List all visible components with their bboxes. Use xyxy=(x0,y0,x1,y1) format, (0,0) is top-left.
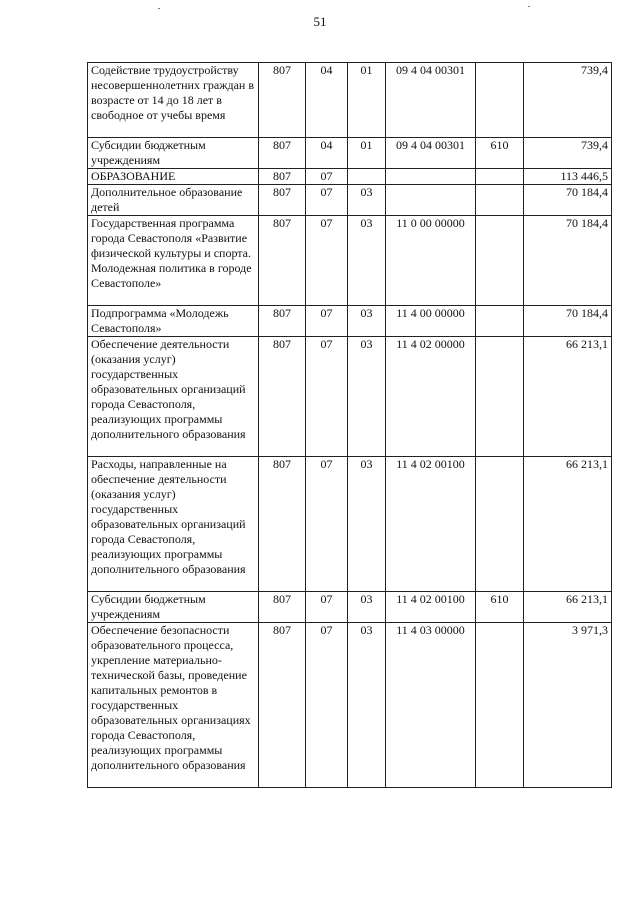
section-code: 04 xyxy=(306,63,348,138)
expense-type-code xyxy=(476,63,524,138)
budget-table xyxy=(87,62,612,788)
amount: 3 971,3 xyxy=(524,623,612,788)
target-article-code: 11 4 03 00000 xyxy=(386,623,476,788)
subsection-code: 03 xyxy=(348,216,386,306)
section-code: 07 xyxy=(306,337,348,457)
target-article-code: 11 4 02 00100 xyxy=(386,457,476,592)
section-code: 07 xyxy=(306,306,348,337)
target-article-code: 11 0 00 00000 xyxy=(386,216,476,306)
target-article-code: 09 4 04 00301 xyxy=(386,63,476,138)
section-code: 07 xyxy=(306,185,348,216)
expense-name: Субсидии бюджетным учреждениям xyxy=(88,138,259,169)
amount: 739,4 xyxy=(524,63,612,138)
ministry-code: 807 xyxy=(259,216,306,306)
section-code: 07 xyxy=(306,169,348,185)
target-article-code: 11 4 02 00000 xyxy=(386,337,476,457)
subsection-code: 03 xyxy=(348,337,386,457)
amount: 66 213,1 xyxy=(524,457,612,592)
ministry-code: 807 xyxy=(259,306,306,337)
subsection-code xyxy=(348,169,386,185)
expense-name: Обеспечение безопасности образовательного процесса, укрепление материально-технической базы, проведение капитальных ремонтов в государственных образовательных организациях города Севастополя, реализующих программы дополнительного образования xyxy=(88,623,259,788)
amount: 70 184,4 xyxy=(524,185,612,216)
table-row xyxy=(88,457,612,592)
expense-type-code xyxy=(476,216,524,306)
amount: 113 446,5 xyxy=(524,169,612,185)
expense-name: Государственная программа города Севастополя «Развитие физической культуры и спорта. Молодежная политика в городе Севастополе» xyxy=(88,216,259,306)
expense-name: Содействие трудоустройству несовершеннолетних граждан в возрасте от 14 до 18 лет в свободное от учебы время xyxy=(88,63,259,138)
expense-type-code xyxy=(476,457,524,592)
expense-type-code xyxy=(476,169,524,185)
table-row xyxy=(88,216,612,306)
target-article-code: 09 4 04 00301 xyxy=(386,138,476,169)
expense-name: Расходы, направленные на обеспечение деятельности (оказания услуг) государственных образовательных организаций города Севастополя, реализующих программы дополнительного образования xyxy=(88,457,259,592)
section-code: 07 xyxy=(306,592,348,623)
scan-speck xyxy=(158,8,160,9)
target-article-code: 11 4 00 00000 xyxy=(386,306,476,337)
target-article-code xyxy=(386,169,476,185)
amount: 66 213,1 xyxy=(524,592,612,623)
subsection-code: 01 xyxy=(348,138,386,169)
ministry-code: 807 xyxy=(259,337,306,457)
ministry-code: 807 xyxy=(259,592,306,623)
page-number: 51 xyxy=(313,14,327,29)
expense-name: Субсидии бюджетным учреждениям xyxy=(88,592,259,623)
table-row xyxy=(88,185,612,216)
table-row xyxy=(88,138,612,169)
expense-name: ОБРАЗОВАНИЕ xyxy=(88,169,259,185)
subsection-code: 01 xyxy=(348,63,386,138)
table-row xyxy=(88,169,612,185)
expense-type-code: 610 xyxy=(476,138,524,169)
subsection-code: 03 xyxy=(348,623,386,788)
expense-type-code xyxy=(476,337,524,457)
table-row xyxy=(88,63,612,138)
subsection-code: 03 xyxy=(348,185,386,216)
table-row xyxy=(88,306,612,337)
expense-name: Обеспечение деятельности (оказания услуг) государственных образовательных организаций города Севастополя, реализующих программы дополнительного образования xyxy=(88,337,259,457)
table-row xyxy=(88,623,612,788)
ministry-code: 807 xyxy=(259,623,306,788)
scan-speck xyxy=(528,6,530,7)
subsection-code: 03 xyxy=(348,457,386,592)
ministry-code: 807 xyxy=(259,169,306,185)
expense-type-code xyxy=(476,623,524,788)
target-article-code xyxy=(386,185,476,216)
section-code: 07 xyxy=(306,457,348,592)
amount: 739,4 xyxy=(524,138,612,169)
ministry-code: 807 xyxy=(259,138,306,169)
subsection-code: 03 xyxy=(348,592,386,623)
section-code: 07 xyxy=(306,623,348,788)
amount: 70 184,4 xyxy=(524,306,612,337)
ministry-code: 807 xyxy=(259,185,306,216)
ministry-code: 807 xyxy=(259,457,306,592)
amount: 70 184,4 xyxy=(524,216,612,306)
expense-type-code xyxy=(476,306,524,337)
section-code: 07 xyxy=(306,216,348,306)
amount: 66 213,1 xyxy=(524,337,612,457)
subsection-code: 03 xyxy=(348,306,386,337)
table-row xyxy=(88,592,612,623)
expense-type-code xyxy=(476,185,524,216)
table-row xyxy=(88,337,612,457)
expense-name: Дополнительное образование детей xyxy=(88,185,259,216)
target-article-code: 11 4 02 00100 xyxy=(386,592,476,623)
ministry-code: 807 xyxy=(259,63,306,138)
section-code: 04 xyxy=(306,138,348,169)
expense-name: Подпрограмма «Молодежь Севастополя» xyxy=(88,306,259,337)
expense-type-code: 610 xyxy=(476,592,524,623)
